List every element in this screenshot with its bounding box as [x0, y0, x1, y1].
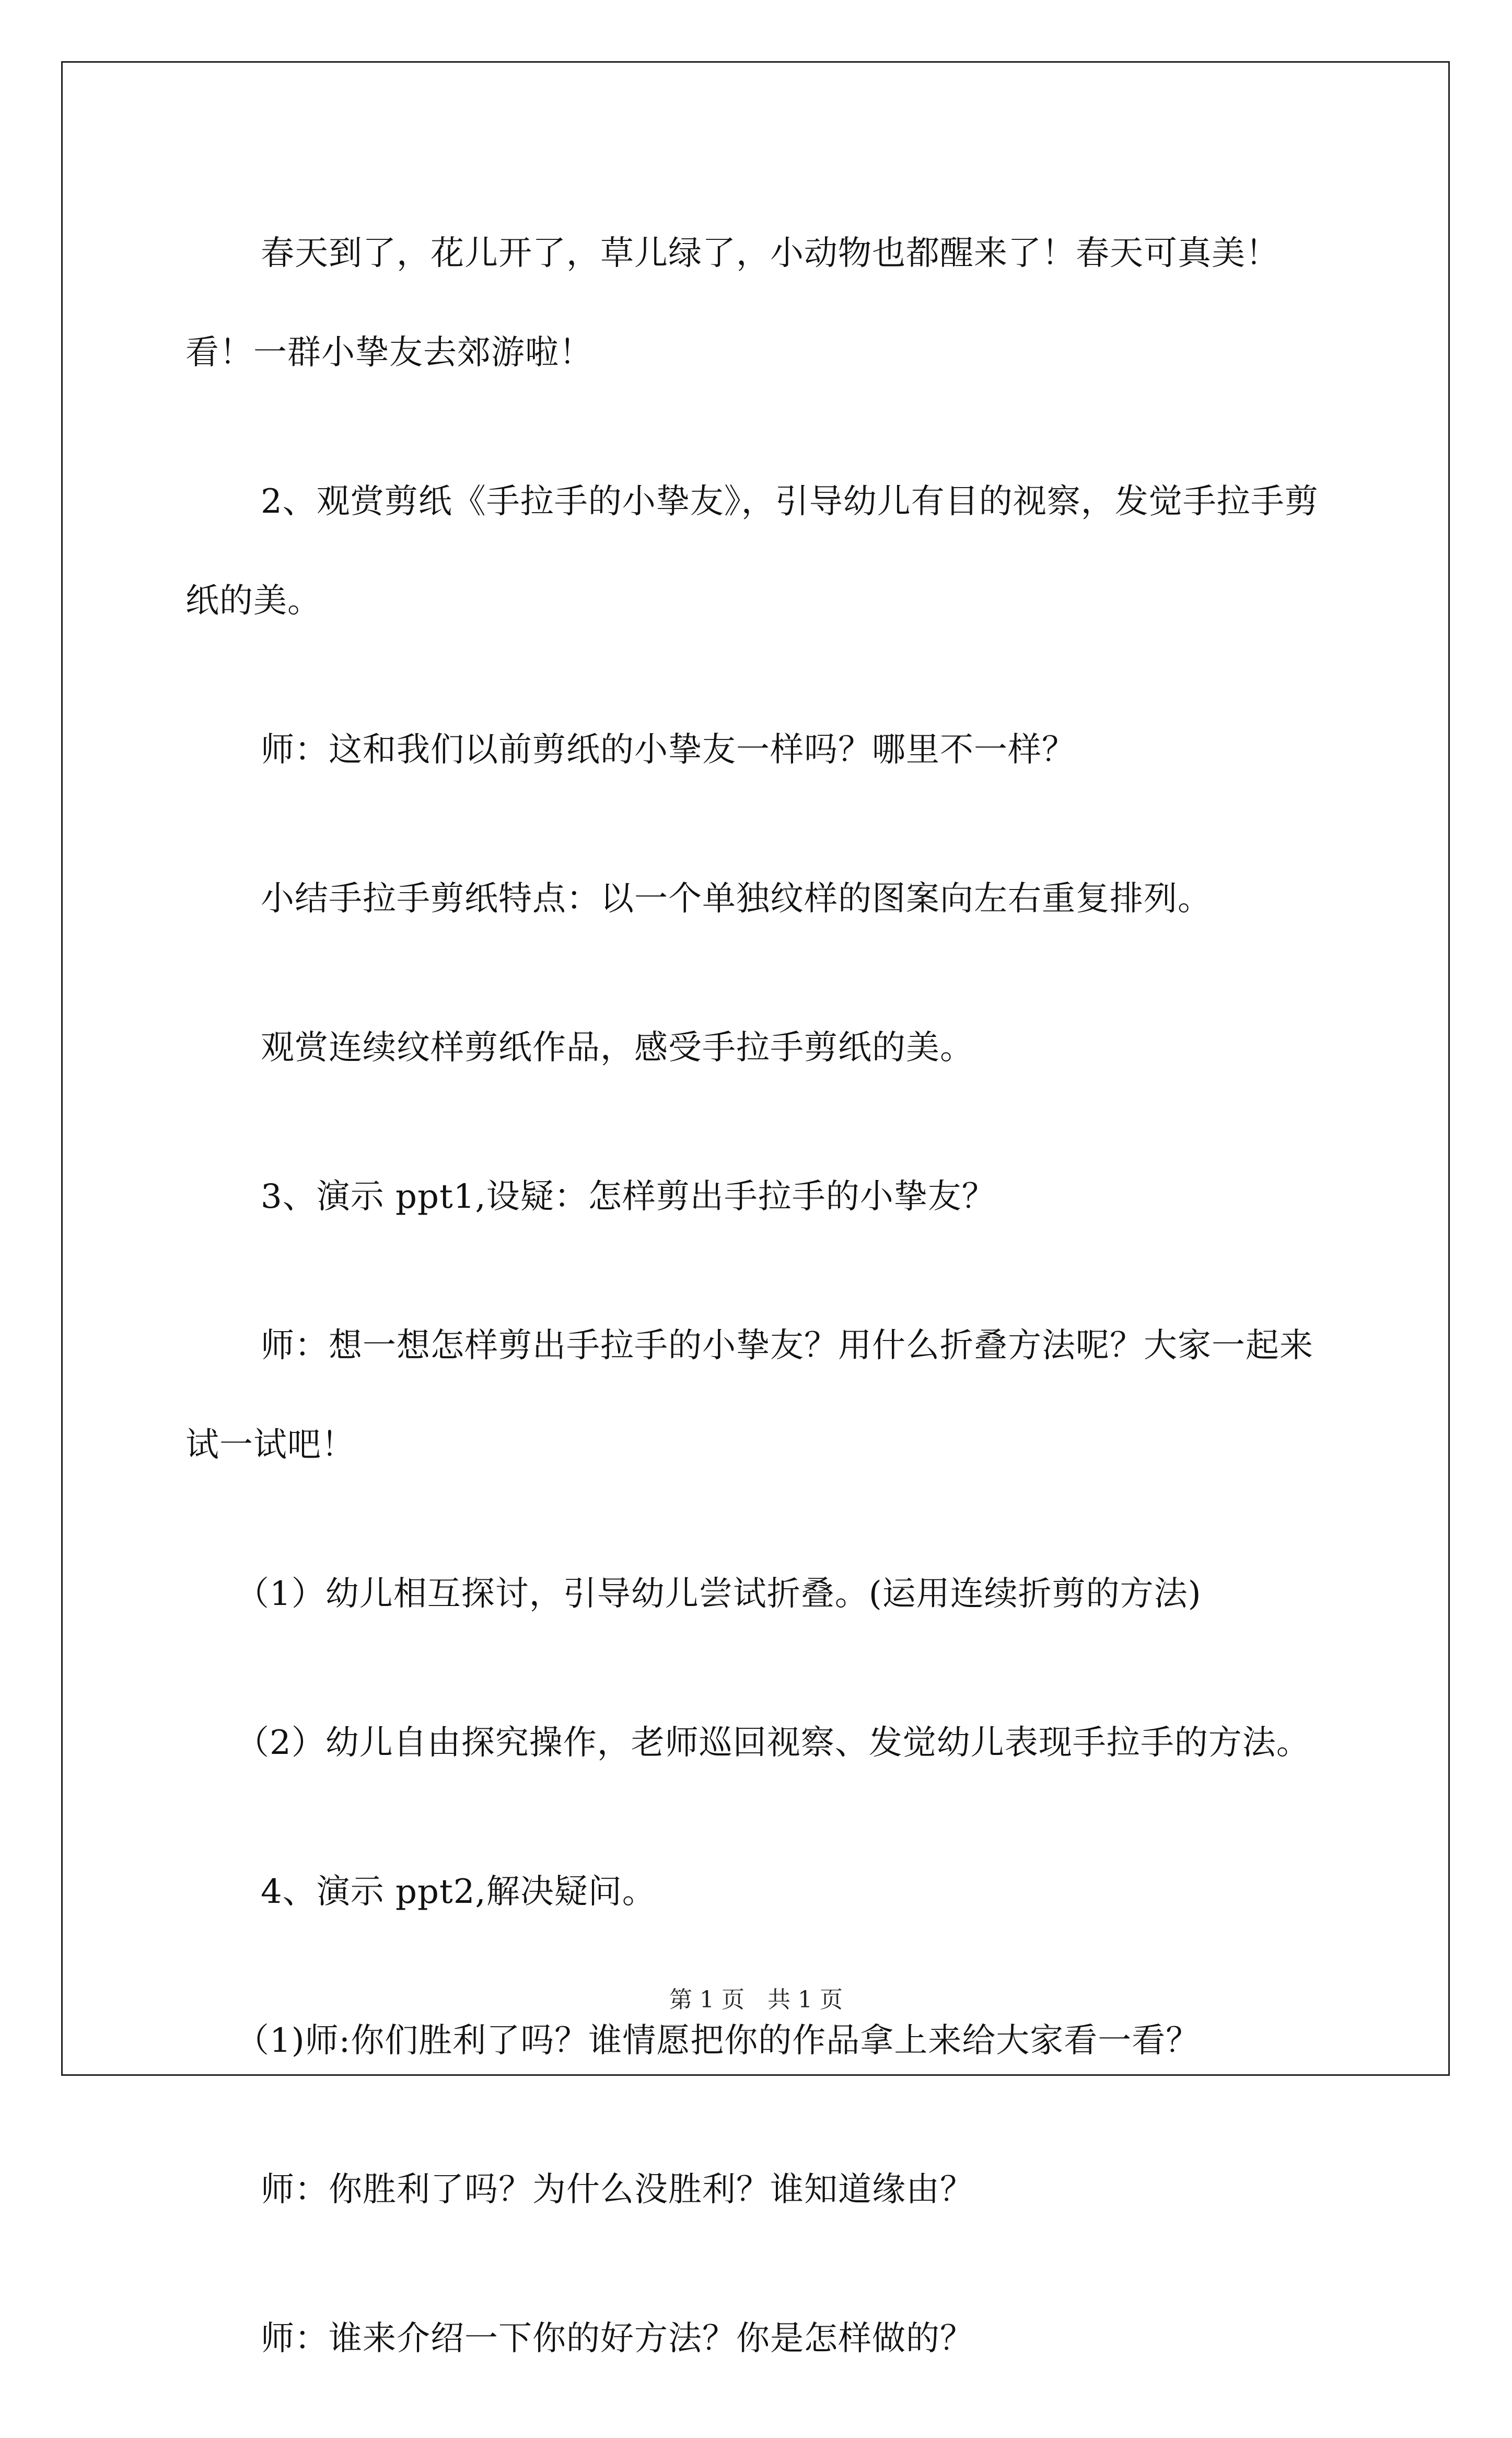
paragraph-4: 小结手拉手剪纸特点：以一个单独纹样的图案向左右重复排列。 — [261, 880, 1212, 918]
paragraph-8: （1）幼儿相互探讨，引导幼儿尝试折叠。(运用连续折剪的方法) — [236, 1575, 1202, 1613]
paragraph-3: 师：这和我们以前剪纸的小挚友一样吗？哪里不一样？ — [261, 731, 1076, 769]
paragraph-10: 4、演示 ppt2,解决疑问。 — [261, 1873, 656, 1911]
paragraph-5: 观赏连续纹样剪纸作品，感受手拉手剪纸的美。 — [261, 1029, 974, 1067]
paragraph-9: （2）幼儿自由探究操作，老师巡回视察、发觉幼儿表现手拉手的方法。 — [236, 1724, 1310, 1762]
page-footer: 第 1 页 共 1 页 — [669, 1986, 843, 2013]
paragraph-11: （1)师:你们胜利了吗？谁情愿把你的作品拿上来给大家看一看？ — [236, 2021, 1200, 2060]
paragraph-6: 3、演示 ppt1,设疑：怎样剪出手拉手的小挚友？ — [261, 1177, 996, 1216]
paragraph-1: 春天到了，花儿开了，草儿绿了，小动物也都醒来了！春天可真美！看！一群小挚友去郊游啦！ — [185, 234, 1280, 372]
paragraph-2: 2、观赏剪纸《手拉手的小挚友》，引导幼儿有目的视察，发觉手拉手剪纸的美。 — [185, 482, 1319, 620]
paragraph-13: 师：谁来介绍一下你的好方法？你是怎样做的？ — [261, 2319, 974, 2358]
paragraph-12: 师：你胜利了吗？为什么没胜利？谁知道缘由？ — [261, 2170, 974, 2209]
paragraph-7: 师：想一想怎样剪出手拉手的小挚友？用什么折叠方法呢？大家一起来试一试吧！ — [185, 1326, 1313, 1464]
document-body — [185, 204, 1335, 2438]
